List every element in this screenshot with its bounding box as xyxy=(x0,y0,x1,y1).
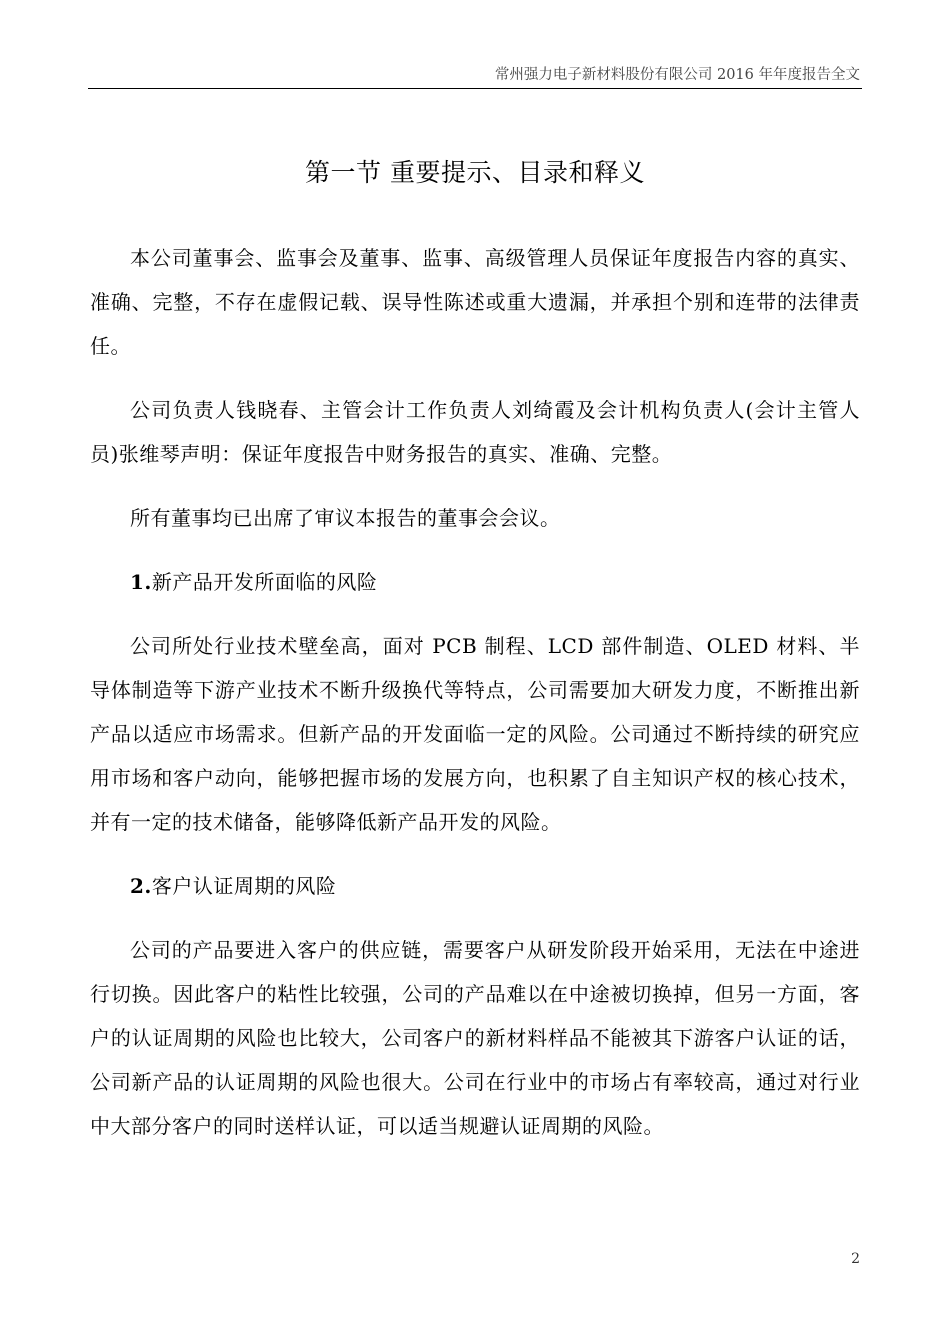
risk-heading-2 xyxy=(90,864,860,908)
section-title: 第一节 重要提示、目录和释义 xyxy=(305,158,645,187)
statement-paragraph-attendance: 所有董事均已出席了审议本报告的董事会会议。 xyxy=(130,506,561,530)
risk-number: 2. xyxy=(130,874,152,898)
statement-paragraph-board: 本公司董事会、监事会及董事、监事、高级管理人员保证年度报告内容的真实、准确、完整，不存在虚假记载、误导性陈述或重大遗漏，并承担个别和连带的法律责任。 xyxy=(90,246,860,358)
risk-body-2: 公司的产品要进入客户的供应链，需要客户从研发阶段开始采用，无法在中途进行切换。因此客户的粘性比较强，公司的产品难以在中途被切换掉，但另一方面，客户的认证周期的风险也比较大，公司客户的新材料样品不能被其下游客户认证的话，公司新产品的认证周期的风险也很大。公司在行业中的市场占有率较高，通过对行业中大部分客户的同时送样认证，可以适当规避认证周期的风险。 xyxy=(90,938,860,1138)
risk-title: 客户认证周期的风险 xyxy=(151,874,337,898)
statement-paragraph-officers: 公司负责人钱晓春、主管会计工作负责人刘绮霞及会计机构负责人(会计主管人员)张维琴声明：保证年度报告中财务报告的真实、准确、完整。 xyxy=(90,398,860,466)
page-header xyxy=(88,60,862,89)
header-title: 常州强力电子新材料股份有限公司 2016 年年度报告全文 xyxy=(494,67,860,83)
risk-heading-1 xyxy=(90,560,860,604)
risk-body-1: 公司所处行业技术壁垒高，面对 PCB 制程、LCD 部件制造、OLED 材料、半导体制造等下游产业技术不断升级换代等特点，公司需要加大研发力度，不断推出新产品以适应市场需求。但新产品的开发面临一定的风险。公司通过不断持续的研究应用市场和客户动向，能够把握市场的发展方向，也积累了自主知识产权的核心技术，并有一定的技术储备，能够降低新产品开发的风险。 xyxy=(90,634,860,834)
risk-title: 新产品开发所面临的风险 xyxy=(151,570,378,594)
page-number: 2 xyxy=(851,1251,860,1267)
risk-number: 1. xyxy=(130,570,152,594)
body-text xyxy=(90,236,860,1148)
